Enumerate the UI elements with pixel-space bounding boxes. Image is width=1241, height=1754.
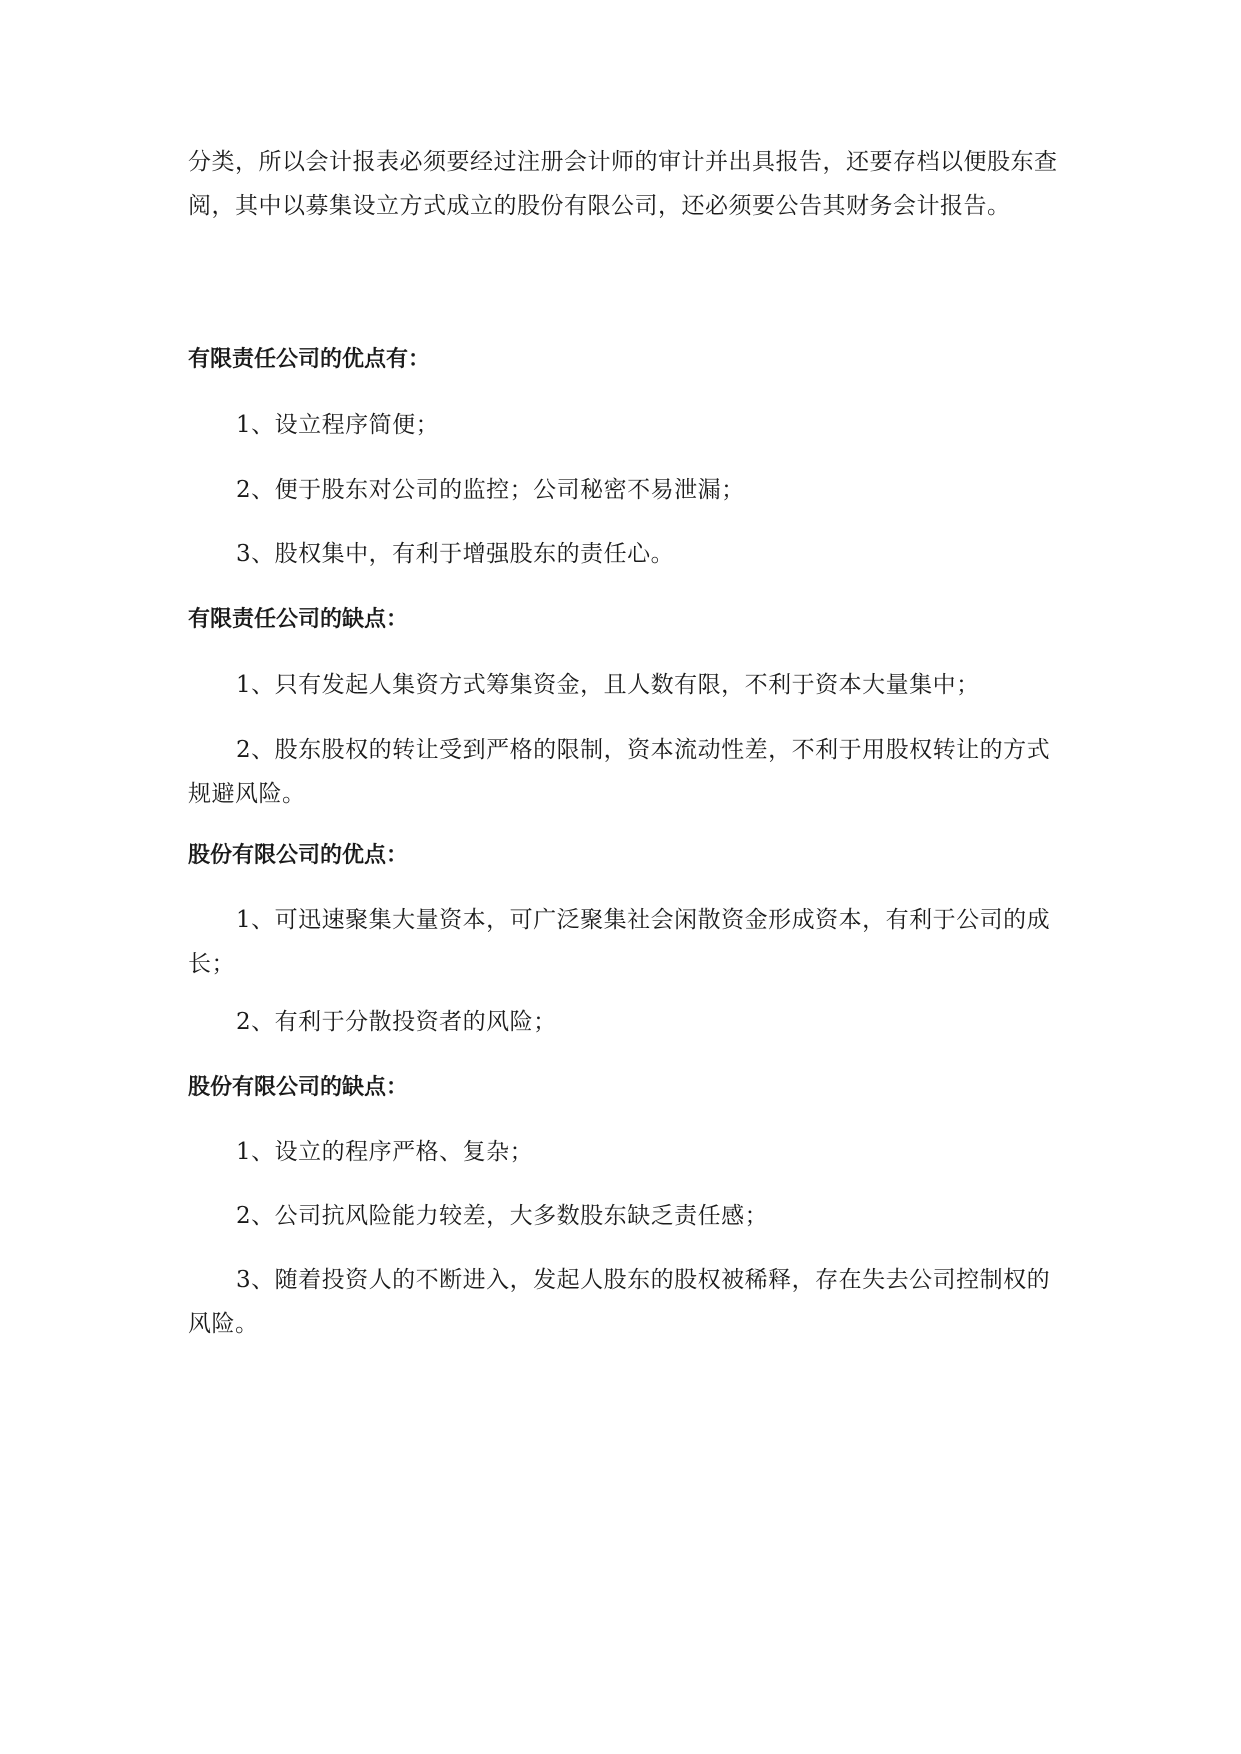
list-item: 2、有利于分散投资者的风险； bbox=[236, 1009, 557, 1035]
section-heading-llc-disadvantages: 有限责任公司的缺点： bbox=[188, 607, 409, 632]
section-heading-jsc-disadvantages: 股份有限公司的缺点： bbox=[188, 1075, 409, 1100]
list-item: 1、设立程序简便； bbox=[236, 412, 440, 438]
list-item: 1、只有发起人集资方式筹集资金，且人数有限，不利于资本大量集中； bbox=[236, 672, 980, 698]
section-heading-jsc-advantages: 股份有限公司的优点： bbox=[188, 843, 409, 868]
list-item: 2、股东股权的转让受到严格的限制，资本流动性差，不利于用股权转让的方式规避风险。 bbox=[188, 737, 1051, 807]
list-item: 1、可迅速聚集大量资本，可广泛聚集社会闲散资金形成资本，有利于公司的成长； bbox=[188, 907, 1051, 977]
list-item: 3、股权集中，有利于增强股东的责任心。 bbox=[236, 541, 675, 567]
section-heading-llc-advantages: 有限责任公司的优点有： bbox=[188, 347, 431, 372]
list-item: 1、设立的程序严格、复杂； bbox=[236, 1139, 534, 1165]
list-item: 2、便于股东对公司的监控；公司秘密不易泄漏； bbox=[236, 477, 745, 503]
list-item: 2、公司抗风险能力较差，大多数股东缺乏责任感； bbox=[236, 1203, 769, 1229]
intro-paragraph: 分类，所以会计报表必须要经过注册会计师的审计并出具报告，还要存档以便股东查阅，其中以募集设立方式成立的股份有限公司，还必须要公告其财务会计报告。 bbox=[188, 149, 1058, 219]
list-item: 3、随着投资人的不断进入，发起人股东的股权被稀释，存在失去公司控制权的风险。 bbox=[188, 1267, 1051, 1337]
